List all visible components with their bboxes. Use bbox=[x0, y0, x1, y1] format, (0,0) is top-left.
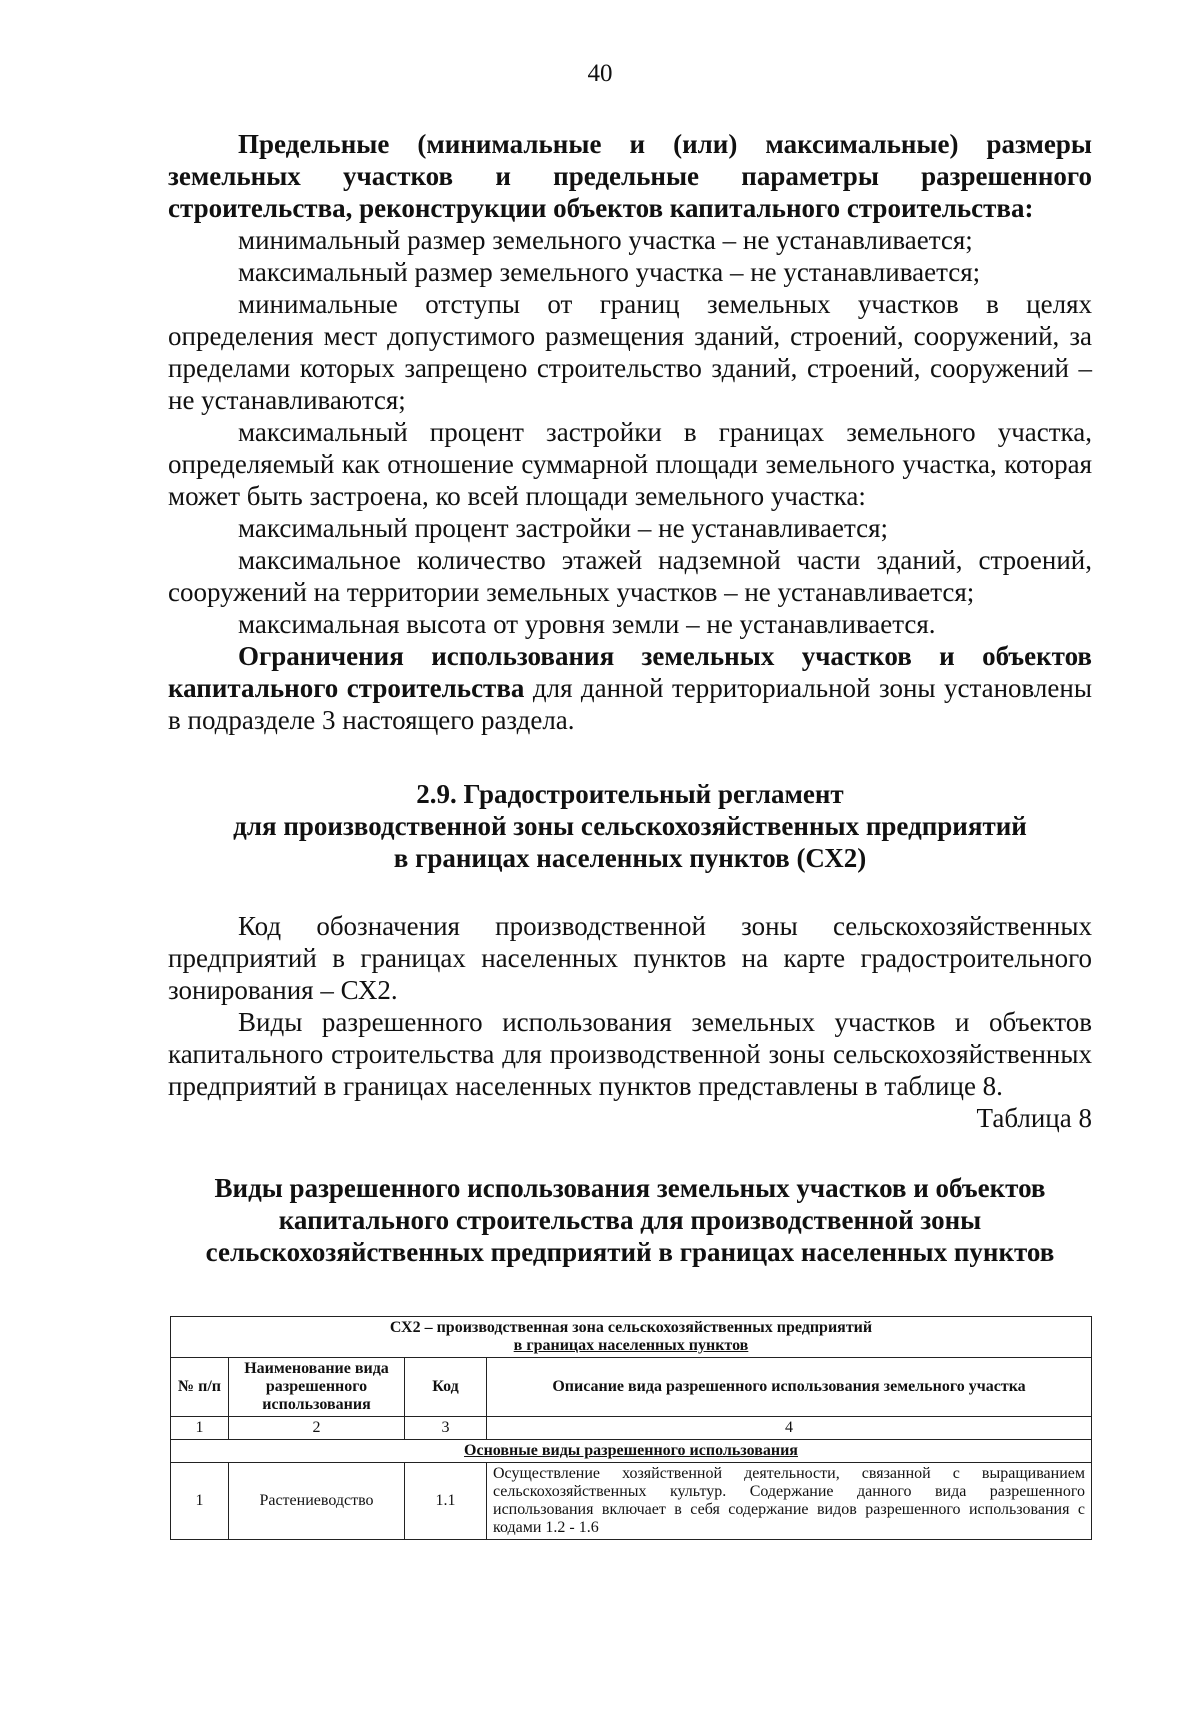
header-cell-name: Наименование вида разрешенного использования bbox=[229, 1358, 405, 1417]
table-title bbox=[168, 1172, 1092, 1268]
land-use-table bbox=[170, 1316, 1092, 1540]
zone-title-cell bbox=[171, 1317, 1092, 1358]
row-code: 1.1 bbox=[405, 1463, 487, 1540]
column-number-row bbox=[171, 1417, 1092, 1440]
paragraph: Код обозначения производственной зоны сельскохозяйственных предприятий в границах населенных пунктов на карте градостроительного зонирования – СХ2. bbox=[168, 911, 1092, 1005]
paragraph: минимальные отступы от границ земельных участков в целях определения мест допустимого размещения зданий, строений, сооружений, за пределами которых запрещено строительство зданий, строений, сооружений – не устанавливаются; bbox=[168, 289, 1092, 415]
zone-title-line: СХ2 – производственная зона сельскохозяйственных предприятий bbox=[389, 1319, 873, 1336]
parameters-heading: Предельные (минимальные и (или) максимальные) размеры земельных участков и предельные параметры разрешенного строительства, реконструкции объектов капитального строительства: bbox=[168, 129, 1092, 223]
paragraph: минимальный размер земельного участка – не устанавливается; bbox=[238, 225, 973, 255]
table-header-row bbox=[171, 1358, 1092, 1417]
paragraph: максимальное количество этажей надземной части зданий, строений, сооружений на территории земельных участков – не устанавливается; bbox=[168, 545, 1092, 607]
restrictions-bold: Ограничения использования земельных участков и объектов капитального строительства bbox=[168, 641, 1092, 703]
table-row bbox=[171, 1463, 1092, 1540]
header-cell-num: № п/п bbox=[171, 1358, 229, 1417]
column-number: 2 bbox=[229, 1417, 405, 1440]
column-number: 1 bbox=[171, 1417, 229, 1440]
section-heading-line: 2.9. Градостроительный регламент bbox=[416, 779, 844, 809]
table-zone-row bbox=[171, 1317, 1092, 1358]
paragraph: максимальная высота от уровня земли – не устанавливается. bbox=[238, 609, 936, 639]
document-body bbox=[168, 128, 1092, 1268]
group-main-cell: Основные виды разрешенного использования bbox=[171, 1440, 1092, 1463]
section-heading-line: в границах населенных пунктов (СХ2) bbox=[393, 843, 867, 873]
paragraph: максимальный процент застройки – не устанавливается; bbox=[238, 513, 889, 543]
paragraph: Виды разрешенного использования земельных участков и объектов капитального строительства для производственной зоны сельскохозяйственных предприятий в границах населенных пунктов представлены в таблице 8. bbox=[168, 1007, 1092, 1101]
table-title-line: Виды разрешенного использования земельных участков и объектов bbox=[214, 1173, 1046, 1203]
column-number: 4 bbox=[487, 1417, 1092, 1440]
table-title-line: сельскохозяйственных предприятий в границах населенных пунктов bbox=[205, 1237, 1055, 1267]
restrictions-rest: для данной территориальной зоны установлены в подразделе 3 настоящего раздела. bbox=[168, 673, 1092, 735]
section-heading bbox=[168, 778, 1092, 874]
page-number: 40 bbox=[587, 60, 613, 87]
row-desc: Осуществление хозяйственной деятельности, связанной с выращиванием сельскохозяйственных культур. Содержание данного вида разрешенного использования включает в себя содержание видов разрешенного использования с кодами 1.2 - 1.6 bbox=[487, 1463, 1092, 1540]
paragraph: максимальный процент застройки в границах земельного участка, определяемый как отношение суммарной площади земельного участка, которая может быть застроена, ко всей площади земельного участка: bbox=[168, 417, 1092, 511]
zone-title-line: в границах населенных пунктов bbox=[513, 1337, 749, 1354]
paragraph: максимальный размер земельного участка – не устанавливается; bbox=[238, 257, 981, 287]
header-cell-desc: Описание вида разрешенного использования земельного участка bbox=[487, 1358, 1092, 1417]
restrictions-paragraph bbox=[168, 640, 1092, 736]
group-row bbox=[171, 1440, 1092, 1463]
table-title-line: капитального строительства для производственной зоны bbox=[278, 1205, 982, 1235]
row-num: 1 bbox=[171, 1463, 229, 1540]
table-label: Таблица 8 bbox=[976, 1103, 1092, 1133]
column-number: 3 bbox=[405, 1417, 487, 1440]
section-heading-line: для производственной зоны сельскохозяйственных предприятий bbox=[233, 811, 1027, 841]
header-cell-code: Код bbox=[405, 1358, 487, 1417]
row-name: Растениеводство bbox=[229, 1463, 405, 1540]
